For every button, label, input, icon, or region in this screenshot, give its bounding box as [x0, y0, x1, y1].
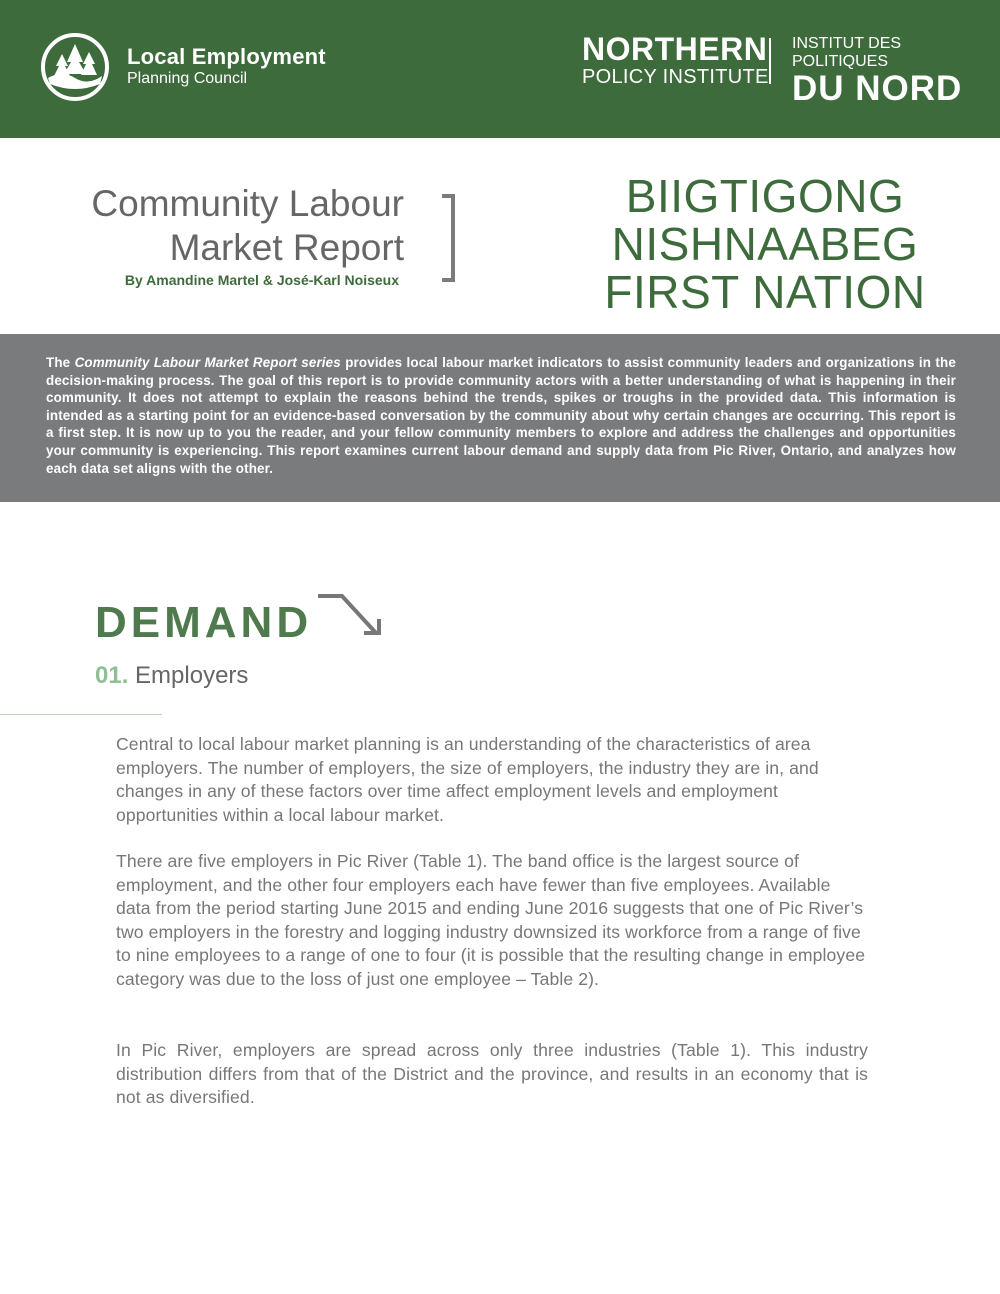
report-authors: By Amandine Martel & José-Karl Noiseux — [124, 272, 399, 288]
community-name — [560, 172, 970, 316]
body-paragraph-1 — [116, 733, 868, 827]
header-band — [0, 0, 1000, 138]
community-name-line3: FIRST NATION — [604, 266, 926, 318]
ipn-main-line: DU NORD — [792, 69, 963, 108]
lepc-name: Local Employment — [127, 44, 326, 69]
report-title-line2: Market Report — [169, 227, 404, 268]
body-paragraph-2 — [116, 850, 868, 992]
closing-bracket-icon — [440, 193, 456, 283]
logo-divider — [769, 38, 771, 84]
body-paragraph-3-text: In Pic River, employers are spread across only three industries (Table 1). This industry distribution differs from that of the District and the province, and results in an economy that is not as diversified. — [116, 1040, 868, 1108]
section-title: DEMAND — [95, 598, 313, 647]
section-divider — [0, 714, 162, 715]
community-name-line2: NISHNAABEG — [611, 218, 919, 270]
subsection-heading — [95, 662, 248, 690]
npi-wordmark — [582, 33, 769, 89]
body-paragraph-2-text: There are five employers in Pic River (Table 1). The band office is the largest source of employment, and the other four employers each have fewer than five employees. Available data from the period starting June 2015 and ending June 2016 suggests that one of Pic River’s two employers in the forestry and logging industry downsized its workforce from a range of five to nine employees to a range of one to four (it is possible that the resulting change in employee category was due to the loss of just one employee – Table 2). — [116, 851, 866, 989]
report-title — [24, 182, 404, 270]
subsection-number: 01. — [95, 662, 129, 689]
ipn-top-line: INSTITUT DES POLITIQUES — [792, 35, 902, 70]
ipn-wordmark — [792, 35, 1000, 107]
intro-series-name: Community Labour Market Report series — [74, 355, 341, 370]
body-paragraph-3 — [116, 1039, 868, 1110]
subsection-title: Employers — [135, 662, 249, 689]
npi-name: NORTHERN — [582, 31, 768, 67]
lepc-subname: Planning Council — [127, 70, 248, 87]
down-right-arrow-icon — [316, 591, 392, 641]
intro-body: provides local labour market indicators to assist community leaders and organizations in the decision-making process. The goal of this report is to provide community actors with a better understanding of what is happening in their community. It does not attempt to explain the reasons behind the trends, spikes or troughs in the provided data. This information is intended as a starting point for an evidence-based conversation by the community about why certain changes are occurring. This report is a first step. It is now up to you the reader, and your fellow community members to explore and address the challenges and opportunities your community is experiencing. This report examines current labour demand and supply data from Pic River, Ontario, and analyzes how each data set aligns with the other. — [46, 355, 956, 476]
intro-paragraph — [46, 354, 956, 477]
body-paragraph-1-text: Central to local labour market planning is an understanding of the characteristics of area employers. The number of employers, the size of employers, the industry they are in, and changes in any of these factors over time affect employment levels and employment opportunities within a local labour market. — [116, 734, 819, 825]
intro-lead: The — [46, 355, 75, 370]
forest-circle-logo-icon — [40, 32, 110, 102]
community-name-line1: BIIGTIGONG — [625, 170, 905, 222]
report-title-line1: Community Labour — [91, 183, 404, 224]
npi-subname: POLICY INSTITUTE — [582, 66, 769, 88]
lepc-wordmark — [127, 44, 326, 88]
